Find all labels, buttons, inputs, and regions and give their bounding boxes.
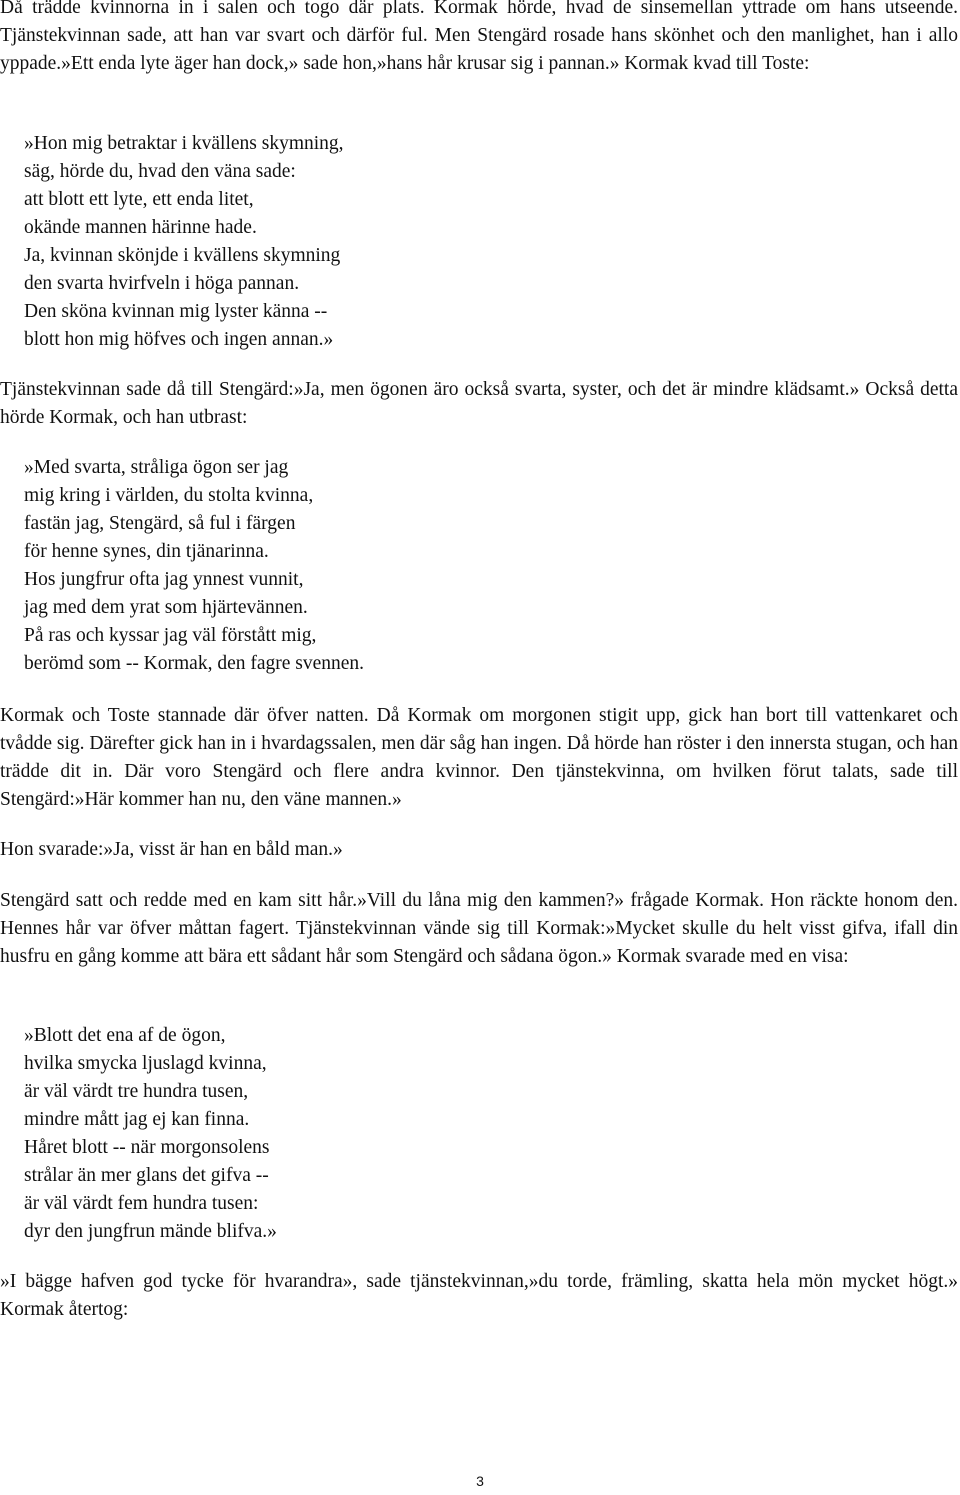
paragraph-i-bagge-hafven: »I bägge hafven god tycke för hvarandra», sade tjänstekvinnan,»du torde, främling, skatta hela mön mycket högt.» Kormak återtog: xyxy=(0,1271,958,1320)
verse-line: »Blott det ena af de ögon, xyxy=(24,1025,226,1046)
verse-line: »Med svarta, stråliga ögon ser jag xyxy=(24,457,289,478)
verse-line: blott hon mig höfves och ingen annan.» xyxy=(24,329,334,350)
verse-line: jag med dem yrat som hjärtevännen. xyxy=(24,597,308,618)
verse-line: mindre mått jag ej kan finna. xyxy=(24,1109,250,1130)
verse-blott-det-ena xyxy=(24,1022,724,1246)
verse-line: berömd som -- Kormak, den fagre svennen. xyxy=(24,653,365,674)
paragraph-tjanstekvinnan-ogonen: Tjänstekvinnan sade då till Stengärd:»Ja, men ögonen äro också svarta, syster, och det är mindre klädsamt.» Också detta hörde Kormak, och han utbrast: xyxy=(0,379,958,428)
verse-line: strålar än mer glans det gifva -- xyxy=(24,1165,269,1186)
verse-line: På ras och kyssar jag väl förstått mig, xyxy=(24,625,317,646)
verse-line: den svarta hvirfveln i höga pannan. xyxy=(24,273,300,294)
verse-line: Ja, kvinnan skönjde i kvällens skymning xyxy=(24,245,341,266)
verse-line: hvilka smycka ljuslagd kvinna, xyxy=(24,1053,267,1074)
verse-line: mig kring i världen, du stolta kvinna, xyxy=(24,485,314,506)
verse-line: Håret blott -- när morgonsolens xyxy=(24,1137,270,1158)
verse-med-svarta-ogon xyxy=(24,454,724,678)
verse-line: Hos jungfrur ofta jag ynnest vunnit, xyxy=(24,569,304,590)
paragraph-kvinnorna-in-salen: Då trädde kvinnorna in i salen och togo där plats. Kormak hörde, hvad de sinsemellan yttrade om hans utseende. Tjänstekvinnan sade, att han var svart och därför ful. Men Stengärd rosade hans skönhet och den manlighet, han i allo yppade.»Ett enda lyte äger han dock,» sade hon,»hans hår krusar sig i pannan.» Kormak kvad till Toste: xyxy=(0,0,958,74)
verse-line: för henne synes, din tjänarinna. xyxy=(24,541,269,562)
verse-line: fastän jag, Stengärd, så ful i färgen xyxy=(24,513,296,534)
paragraph-stengard-kam: Stengärd satt och redde med en kam sitt hår.»Vill du låna mig den kammen?» frågade Kormak. Hon räckte honom den. Hennes hår var öfver måttan fagert. Tjänstekvinnan vände sig till Kormak:»Mycket skulle du helt visst gifva, ifall din husfru en gång komme att bära ett sådant hår som Stengärd och sådana ögon.» Kormak svarade med en visa: xyxy=(0,890,958,967)
verse-line: »Hon mig betraktar i kvällens skymning, xyxy=(24,133,344,154)
verse-line: är väl värdt fem hundra tusen: xyxy=(24,1193,259,1214)
paragraph-hon-svarade: Hon svarade:»Ja, visst är han en båld man.» xyxy=(0,839,343,860)
verse-line: att blott ett lyte, ett enda litet, xyxy=(24,189,254,210)
verse-hon-mig-betraktar xyxy=(24,130,724,354)
verse-line: Den sköna kvinnan mig lyster känna -- xyxy=(24,301,328,322)
verse-line: är väl värdt tre hundra tusen, xyxy=(24,1081,249,1102)
verse-line: okände mannen härinne hade. xyxy=(24,217,257,238)
paragraph-kormak-och-toste: Kormak och Toste stannade där öfver natten. Då Kormak om morgonen stigit upp, gick han bort till vattenkaret och tvådde sig. Därefter gick han in i hvardagssalen, men där såg han ingen. Då hörde han röster i den innersta stugan, och han trädde dit in. Där voro Stengärd och flere andra kvinnor. Den tjänstekvinna, om hvilken förut talats, sade till Stengärd:»Här kommer han nu, den väne mannen.» xyxy=(0,705,958,810)
page-number: 3 xyxy=(476,1473,484,1489)
verse-line: dyr den jungfrun mände blifva.» xyxy=(24,1221,277,1242)
verse-line: säg, hörde du, hvad den väna sade: xyxy=(24,161,296,182)
